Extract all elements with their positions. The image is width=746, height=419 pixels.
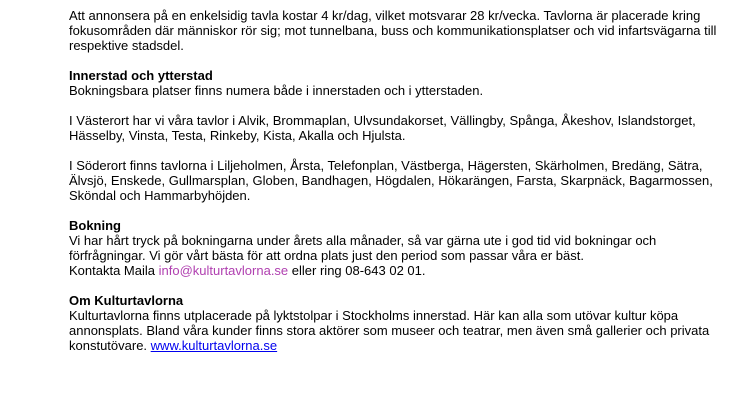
soderort-paragraph: I Söderort finns tavlorna i Liljeholmen, Årsta, Telefonplan, Västberga, Hägersten, Skärholmen, Bredäng, Sätra, Älvsjö, Enskede, Gullmarsplan, Globen, Bandhagen, Högdalen, Hökarängen, Farsta, Skarpnäck, Bagarmossen, Sköndal och Hammarbyhöjden. — [69, 158, 713, 203]
om-paragraph — [69, 308, 729, 353]
document-body — [69, 8, 729, 353]
innerstad-paragraph: Bokningsbara platser finns numera både i innerstaden och i ytterstaden. — [69, 83, 484, 98]
contact-prefix: Kontakta Maila — [69, 263, 155, 278]
innerstad-heading: Innerstad och ytterstad — [69, 68, 213, 83]
om-text: Kulturtavlorna finns utplacerade på lyktstolpar i Stockholms innerstad. Här kan alla som utövar kultur köpa annonsplats. Bland våra kunder finns stora aktörer som museer och teatrar, men även små gallerier och privata konstutövare. — [69, 308, 710, 353]
om-heading: Om Kulturtavlorna — [69, 293, 184, 308]
bokning-contact — [69, 263, 729, 278]
intro-paragraph: Att annonsera på en enkelsidig tavla kostar 4 kr/dag, vilket motsvarar 28 kr/vecka. Tavlorna är placerade kring fokusområden där människor rör sig; mot tunnelbana, buss och kommunikationsplatser och vid infartsvägarna till respektive stadsdel. — [69, 8, 717, 53]
email-link[interactable]: info@kulturtavlorna.se — [158, 263, 289, 278]
vasterort-paragraph: I Västerort har vi våra tavlor i Alvik, Brommaplan, Ulvsundakorset, Vällingby, Spånga, Åkeshov, Islandstorget, Hässelby, Vinsta, Testa, Rinkeby, Kista, Akalla och Hjulsta. — [69, 113, 696, 143]
bokning-paragraph: Vi har hårt tryck på bokningarna under årets alla månader, så var gärna ute i god tid vid bokningar och förfrågningar. Vi gör vårt bästa för att ordna plats just den period som passar våra er bäst. — [69, 233, 657, 263]
website-link[interactable]: www.kulturtavlorna.se — [150, 338, 278, 353]
bokning-heading: Bokning — [69, 218, 121, 233]
contact-suffix: eller ring 08-643 02 01. — [291, 263, 426, 278]
